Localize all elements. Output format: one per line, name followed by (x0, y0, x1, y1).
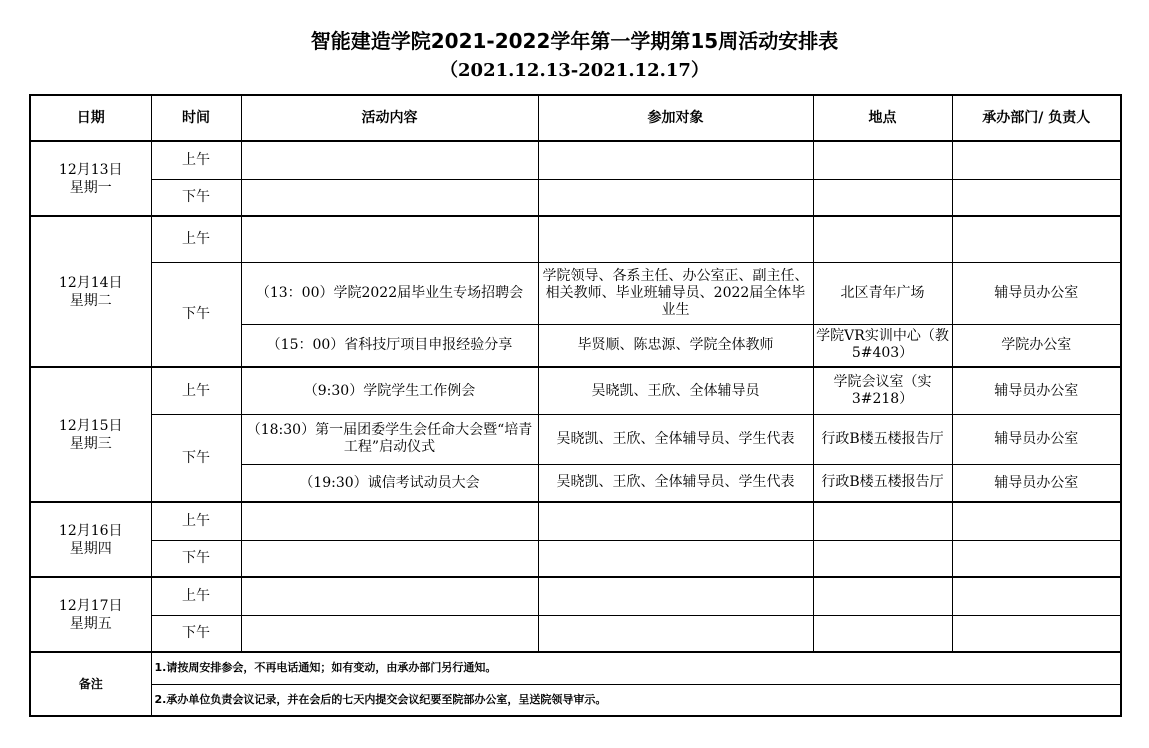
date-cell (30, 141, 151, 216)
notes-row (30, 684, 1121, 716)
location-cell (813, 216, 952, 262)
date-cell (30, 367, 151, 502)
location-cell: 行政B楼五楼报告厅 (813, 464, 952, 502)
period-cell: 下午 (151, 540, 241, 577)
table-row (30, 367, 1121, 414)
table-row (30, 262, 1121, 324)
organizer-cell (952, 216, 1121, 262)
period-cell: 上午 (151, 216, 241, 262)
period-cell: 上午 (151, 367, 241, 414)
location-cell: 行政B楼五楼报告厅 (813, 414, 952, 464)
period-cell: 下午 (151, 179, 241, 216)
content-cell (241, 216, 538, 262)
participants-cell: 学院领导、各系主任、办公室正、副主任、相关教师、毕业班辅导员、2022届全体毕业生 (538, 262, 813, 324)
table-row (30, 540, 1121, 577)
location-cell (813, 540, 952, 577)
organizer-cell (952, 502, 1121, 540)
organizer-cell: 辅导员办公室 (952, 262, 1121, 324)
notes-label: 备注 (30, 652, 151, 716)
table-row (30, 179, 1121, 216)
participants-cell (538, 540, 813, 577)
header-organizer: 承办部门/ 负责人 (952, 95, 1121, 141)
location-cell: 学院VR实训中心（教5#403） (813, 324, 952, 367)
table-row (30, 141, 1121, 179)
note-item: 2.承办单位负责会议记录，并在会后的七天内提交会议纪要至院部办公室，呈送院领导审示。 (151, 684, 1121, 716)
participants-cell (538, 577, 813, 615)
participants-cell: 吴晓凯、王欣、全体辅导员、学生代表 (538, 464, 813, 502)
organizer-cell (952, 540, 1121, 577)
period-cell: 上午 (151, 141, 241, 179)
organizer-cell: 辅导员办公室 (952, 367, 1121, 414)
content-cell (241, 141, 538, 179)
organizer-cell (952, 179, 1121, 216)
location-cell: 北区青年广场 (813, 262, 952, 324)
table-row (30, 414, 1121, 464)
weekday-label: 星期二 (69, 292, 112, 309)
location-cell (813, 179, 952, 216)
period-cell: 上午 (151, 577, 241, 615)
content-cell: （15：00）省科技厅项目申报经验分享 (241, 324, 538, 367)
period-cell: 上午 (151, 502, 241, 540)
period-cell: 下午 (151, 615, 241, 652)
period-cell: 下午 (151, 414, 241, 502)
page-title: 智能建造学院2021-2022学年第一学期第15周活动安排表 (310, 29, 839, 53)
participants-cell (538, 502, 813, 540)
participants-cell (538, 216, 813, 262)
content-cell: （19:30）诚信考试动员大会 (241, 464, 538, 502)
organizer-cell (952, 141, 1121, 179)
organizer-cell: 辅导员办公室 (952, 414, 1121, 464)
content-cell: （13：00）学院2022届毕业生专场招聘会 (241, 262, 538, 324)
table-row (30, 502, 1121, 540)
organizer-cell (952, 577, 1121, 615)
organizer-cell (952, 615, 1121, 652)
participants-cell (538, 179, 813, 216)
date-cell (30, 502, 151, 577)
table-row (30, 615, 1121, 652)
date-cell (30, 577, 151, 652)
header-content: 活动内容 (241, 95, 538, 141)
location-cell (813, 502, 952, 540)
date-cell (30, 216, 151, 367)
participants-cell (538, 615, 813, 652)
table-row (30, 577, 1121, 615)
schedule-table (29, 94, 1122, 717)
organizer-cell: 学院办公室 (952, 324, 1121, 367)
location-cell (813, 577, 952, 615)
participants-cell: 毕贤顺、陈忠源、学院全体教师 (538, 324, 813, 367)
location-cell (813, 615, 952, 652)
content-cell (241, 577, 538, 615)
participants-cell (538, 141, 813, 179)
notes-row (30, 652, 1121, 684)
location-cell (813, 141, 952, 179)
content-cell (241, 615, 538, 652)
header-location: 地点 (813, 95, 952, 141)
participants-cell: 吴晓凯、王欣、全体辅导员、学生代表 (538, 414, 813, 464)
date-label: 12月13日 (58, 161, 123, 178)
date-label: 12月15日 (58, 417, 123, 434)
content-cell (241, 540, 538, 577)
date-label: 12月16日 (58, 522, 123, 539)
participants-cell: 吴晓凯、王欣、全体辅导员 (538, 367, 813, 414)
page-subtitle: （2021.12.13-2021.12.17） (440, 60, 709, 81)
weekday-label: 星期三 (69, 435, 112, 452)
content-cell: （18:30）第一届团委学生会任命大会暨“培青工程”启动仪式 (241, 414, 538, 464)
header-row (30, 95, 1121, 141)
date-label: 12月14日 (58, 274, 123, 291)
note-item: 1.请按周安排参会，不再电话通知；如有变动，由承办部门另行通知。 (151, 652, 1121, 684)
date-label: 12月17日 (58, 597, 123, 614)
weekday-label: 星期五 (69, 615, 112, 632)
content-cell: （9:30）学院学生工作例会 (241, 367, 538, 414)
period-cell: 下午 (151, 262, 241, 367)
table-row (30, 216, 1121, 262)
header-participants: 参加对象 (538, 95, 813, 141)
weekday-label: 星期一 (69, 179, 112, 196)
content-cell (241, 502, 538, 540)
weekday-label: 星期四 (69, 540, 112, 557)
location-cell: 学院会议室（实3#218） (813, 367, 952, 414)
organizer-cell: 辅导员办公室 (952, 464, 1121, 502)
header-time: 时间 (151, 95, 241, 141)
header-date: 日期 (30, 95, 151, 141)
content-cell (241, 179, 538, 216)
